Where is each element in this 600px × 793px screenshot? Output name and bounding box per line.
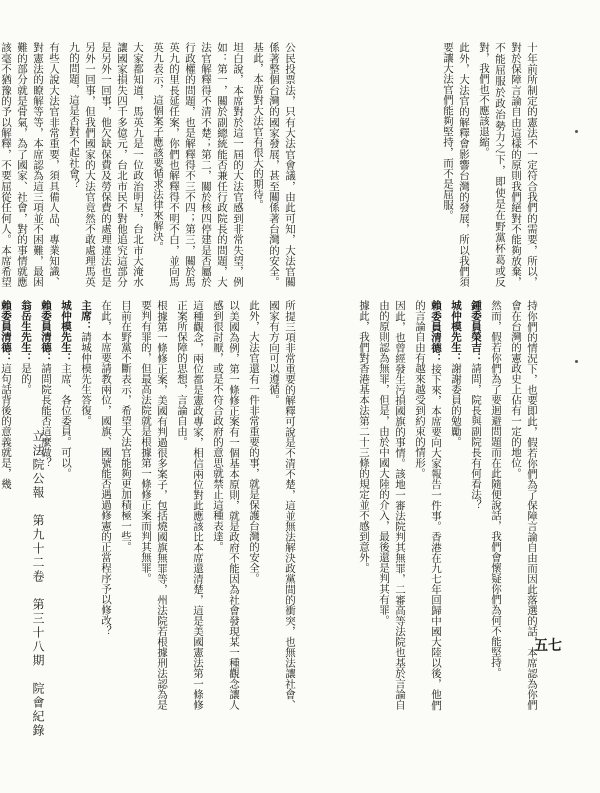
speaker-name: 賴委員清德： bbox=[430, 300, 442, 364]
paragraph: 十年前所制定的憲法不一定符合我們的需要，所以，對於保障言論自由這樣的原則我們絕對不能夠放棄，不能屈服於政治勢力之下，即使是在野黨杯葛或反對，我們也不應該退縮。 bbox=[478, 42, 538, 287]
speech-text: 接下來，本席要向大家報告一件事。香港在九七年回歸中國大陸以後，他們的言論自由有越來越受到約束的情形。 bbox=[414, 300, 442, 711]
speaker-name: 翁岳生先生： bbox=[20, 300, 32, 363]
paragraph: 坦白說，本席對於這一屆的大法官感到非常失望，例如：第一，關於副總統能否兼任行政院長的問題，大法官解釋得不清不楚；第二，關於核四停建是否屬於行政權的問題，也是解釋得不三不四；第三，關於馬英九的里長延任案，你們也解釋得不明不白，並向馬英九表示，這個案子應該要循求法律來解決。 bbox=[152, 42, 244, 287]
paragraph bbox=[448, 300, 464, 710]
speech-text: 請城仲模先生答復。 bbox=[80, 331, 92, 426]
speaker-name: 賴委員清德： bbox=[40, 300, 52, 363]
scan-speck bbox=[575, 360, 578, 363]
speech-text: 是的。 bbox=[20, 363, 32, 395]
speech-text: 在此，本席要請教兩位，國旗、國號能否遇過修憲的正當程序予以修改？ bbox=[100, 300, 112, 636]
paragraph: 有些人說大法官非常重要，須具備人品、專業知識、對憲法的瞭解等等，本席認為這三項並不困難，最困難的部分就是骨氣，為了國家、社會，對的事情就應該毫不猶豫的予以解釋，不要屈從任何人。本席希望 bbox=[0, 42, 60, 287]
top-right-column bbox=[305, 42, 540, 287]
paragraph: 大家都知道，馬英九是一位政治明星，台北市大淹水讓國家損失四千多億元，台北市民不對他追究這部分是另外一回事，他欠缺保費及勞保費的處理違法也是另外一回事，但我們國家的大法官竟然不敢處理馬英九的問題，這是否對不起社會？ bbox=[68, 42, 144, 287]
paragraph bbox=[38, 300, 54, 710]
speaker-name: 城仲模先生： bbox=[60, 300, 72, 363]
speech-text: 目前在野黨不斷表示，希望大法官能夠更加積極一些。 bbox=[120, 300, 132, 552]
speech-text: 持你們的情況下，也要即此，假若你們為了保障言論自由而因此落選的話，本席認為你們會在台灣的憲政史上佔有一定的地位。 bbox=[510, 300, 538, 710]
paragraph bbox=[488, 300, 504, 710]
paragraph bbox=[78, 300, 94, 710]
speech-text: 根據第一條修正案，美國有判過很多案子，包括燒國旗無罪等，州法院若根據刑法認為是要判有罪的，但最高法院就是根據第一條修正案而判其無罪。 bbox=[140, 300, 168, 710]
paragraph bbox=[376, 300, 408, 710]
paragraph bbox=[356, 300, 372, 710]
paragraph bbox=[412, 300, 444, 710]
paragraph bbox=[118, 300, 134, 710]
speech-text: 然而，假若你們為了要迴避問題而在此隨便說話，我們會懷疑你們為何不能堅持。 bbox=[490, 300, 502, 678]
paragraph bbox=[210, 300, 242, 710]
speech-text: 據此，我們對香港基本法第二十三條的規定並不感到意外。 bbox=[358, 300, 370, 573]
page-number: 五七 bbox=[534, 638, 562, 654]
speech-text: 謝謝委員的勉勵。 bbox=[450, 363, 462, 447]
paragraph bbox=[266, 300, 298, 710]
speech-text: 所提三項非常重要的解釋可說是不清不楚，這並無法解決政黨間的衝突，也無法讓社會、國家有方向可以遵循。 bbox=[268, 300, 296, 710]
speech-text: 此外，大法官還有一件非常重要的事，就是保護台灣的安全。 bbox=[248, 300, 260, 584]
paragraph bbox=[98, 300, 114, 710]
left-column-region bbox=[0, 42, 298, 287]
scan-speck bbox=[575, 130, 578, 133]
speaker-name: 主席： bbox=[80, 300, 92, 332]
gazette-title: 立法院公報 第九十二卷 第三十八期 院會紀錄 bbox=[31, 430, 45, 738]
paragraph bbox=[508, 300, 540, 710]
bottom-right-column bbox=[305, 300, 540, 710]
paragraph bbox=[174, 300, 206, 710]
paragraph: 公民投票法，只有大法官會議，由此可知，大法官關係著整個台灣的國家發展，甚至關係著台灣的安全。基此，本席對大法官有很大的期待。 bbox=[252, 42, 296, 287]
speaker-name: 鍾委員榮吉： bbox=[470, 300, 482, 363]
speaker-name: 賴委員清德： bbox=[0, 300, 12, 363]
speech-text: 以美國為例，第一條修正案有一個基本原則，就是政府不能因為社會發現某一種觀念讓人感到很討厭，或是不符合政府的意思就禁止這種表達。 bbox=[212, 300, 240, 710]
paragraph bbox=[468, 300, 484, 710]
speech-text: 請問，院長與副院長有何看法？ bbox=[470, 363, 482, 510]
speech-text: 這種觀念，兩位都是憲政專家，相信兩位對此應該比本席還清楚，這是美國憲法第一條修正案所保障的思想，言論自由。 bbox=[176, 300, 204, 710]
paragraph bbox=[0, 300, 14, 710]
speech-text: 請問院長能否這麼做？ bbox=[40, 363, 52, 468]
paragraph bbox=[58, 300, 74, 710]
paragraph bbox=[18, 300, 34, 710]
speech-text: 主席、各位委員。可以。 bbox=[60, 363, 72, 479]
paragraph bbox=[138, 300, 170, 710]
paragraph: 此外，大法官的解釋會影響台灣的發展，所以我們須要讓大法官們能夠堅持，而不是屈服。 bbox=[442, 42, 470, 287]
speech-text: 這句話背後的意義就是，幾 bbox=[0, 363, 12, 489]
speech-text: 因此，也曾經發生污損國旗的事情。該地一審法院判其無罪，二審高等法院也基於言論自由的原則認為無罪，但是，由於中國大陸的介入，最後還是判其有罪。 bbox=[378, 300, 406, 710]
paragraph bbox=[246, 300, 262, 710]
speaker-name: 城仲模先生： bbox=[450, 300, 462, 363]
